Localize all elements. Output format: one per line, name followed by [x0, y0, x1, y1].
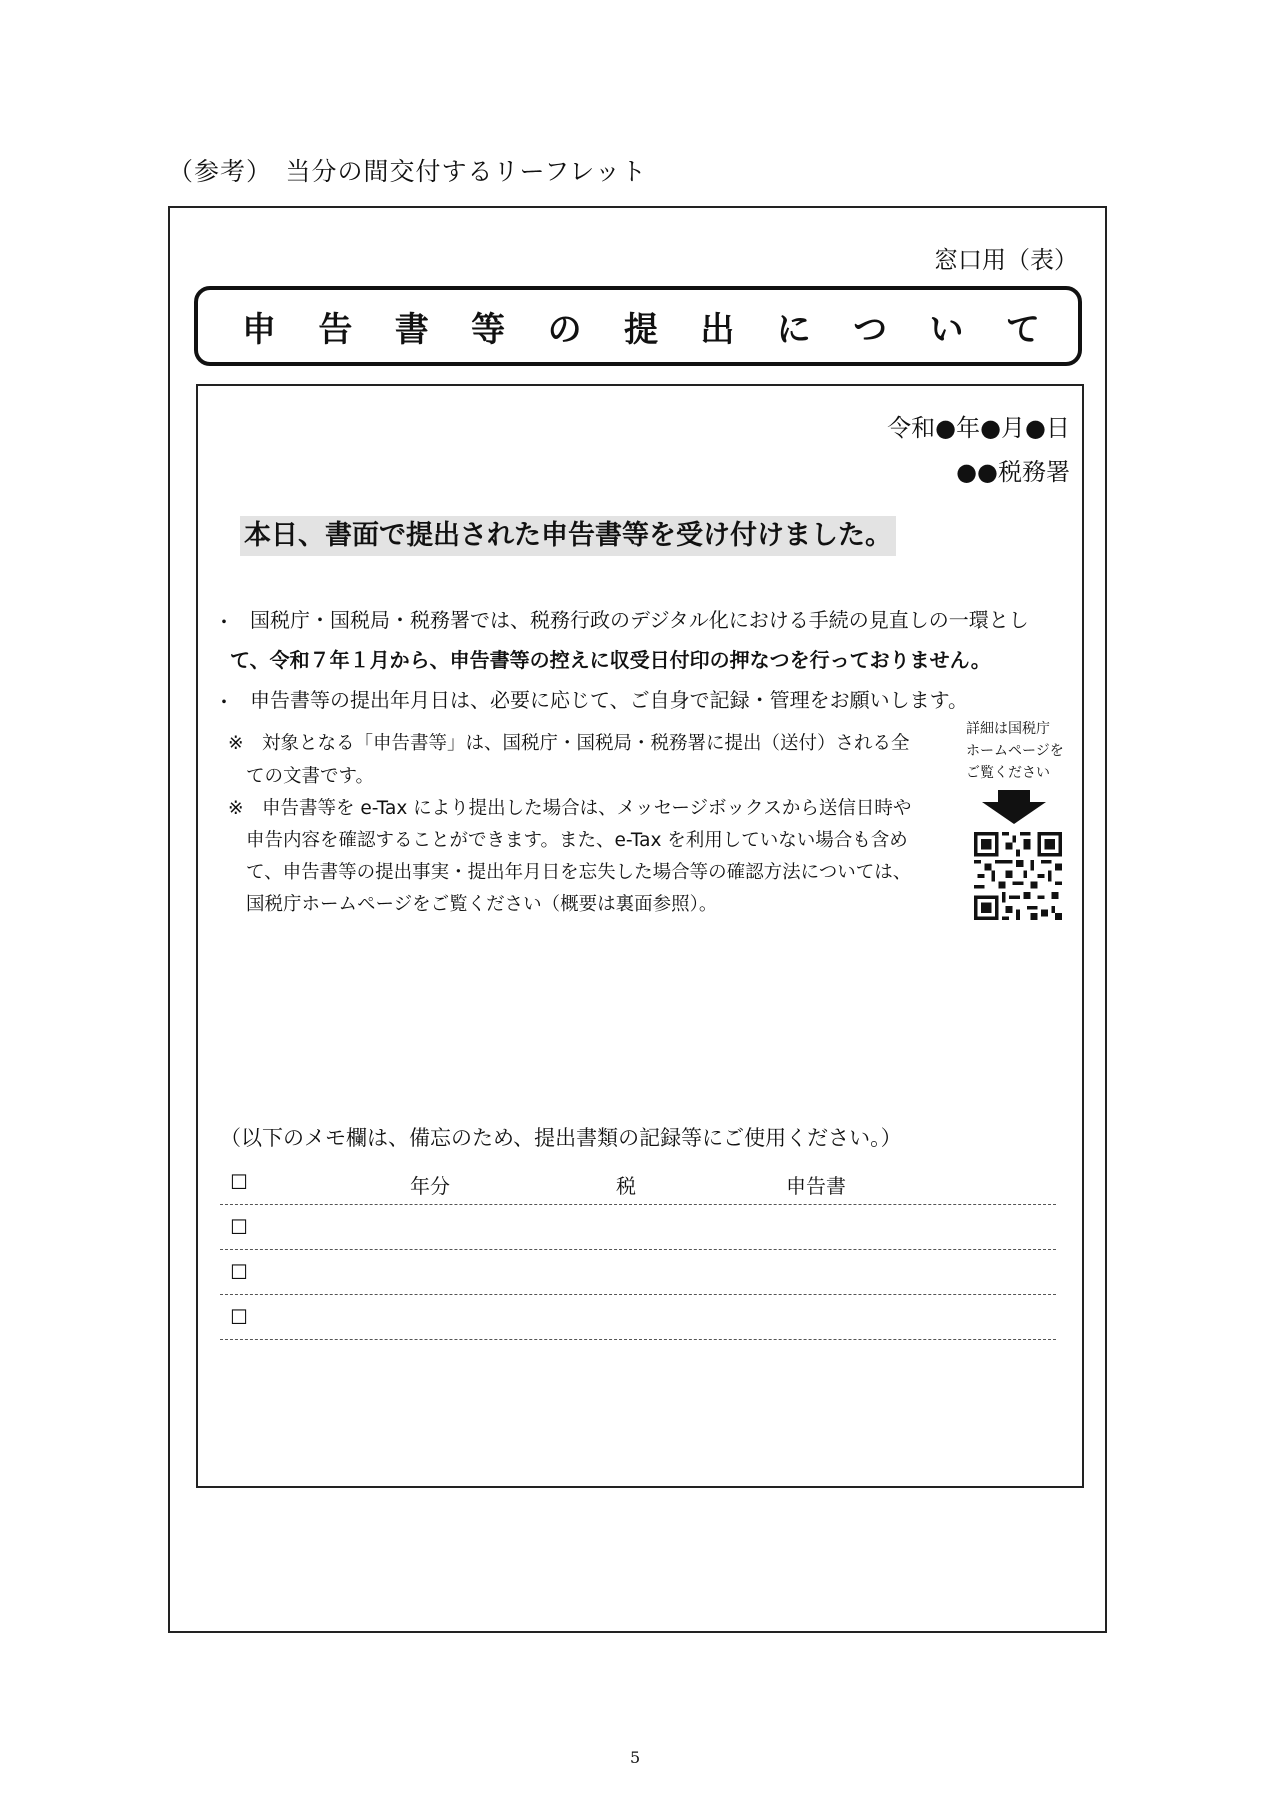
- memo-field-tax: 税: [616, 1174, 636, 1198]
- title-char: い: [929, 309, 964, 350]
- memo-checkbox[interactable]: ☐: [230, 1215, 248, 1239]
- note-2-line-1: ※ 申告書等を e-Tax により提出した場合は、メッセージボックスから送信日時や: [228, 798, 912, 819]
- title-char: て: [1005, 309, 1040, 350]
- leaflet-title: [194, 286, 1082, 366]
- title-char: の: [547, 309, 582, 350]
- headline: 本日、書面で提出された申告書等を受け付けました。: [240, 516, 896, 556]
- paragraph-1-line-1: 国税庁・国税局・税務署では、税務行政のデジタル化における手続の見直しの一環とし: [250, 608, 1029, 632]
- memo-checkbox[interactable]: ☐: [230, 1170, 248, 1194]
- website-hint-line: ホームページを: [966, 743, 1064, 759]
- bullet-mark: ・: [214, 690, 234, 714]
- title-char: に: [776, 309, 811, 350]
- memo-row: [220, 1160, 1056, 1205]
- memo-checkbox[interactable]: ☐: [230, 1305, 248, 1329]
- qr-code-icon[interactable]: [974, 832, 1062, 920]
- title-char: つ: [853, 309, 888, 350]
- memo-field-return: 申告書: [786, 1174, 846, 1198]
- note-1-line-1: ※ 対象となる「申告書等」は、国税庁・国税局・税務署に提出（送付）される全: [228, 733, 910, 754]
- title-char: 申: [242, 309, 276, 350]
- title-char: 書: [394, 309, 429, 350]
- website-hint-line: 詳細は国税庁: [966, 721, 1050, 737]
- title-char: 告: [318, 309, 353, 350]
- window-use-label: 窓口用（表）: [934, 246, 1078, 274]
- note-2-line-2: 申告内容を確認することができます。また、e-Tax を利用していない場合も含め: [246, 830, 908, 851]
- title-char: 出: [700, 309, 735, 350]
- tax-office: ●●税務署: [956, 458, 1070, 486]
- title-char: 等: [471, 309, 506, 350]
- memo-row: [220, 1205, 1056, 1250]
- note-1-line-2: ての文書です。: [246, 766, 375, 787]
- website-hint: [966, 718, 1076, 784]
- note-2-line-3: て、申告書等の提出事実・提出年月日を忘失した場合等の確認方法については、: [246, 862, 912, 883]
- issue-date: 令和●年●月●日: [887, 414, 1070, 442]
- note-2-line-4: 国税庁ホームページをご覧ください（概要は裏面参照）。: [246, 894, 718, 915]
- memo-checkbox[interactable]: ☐: [230, 1260, 248, 1284]
- bullet-mark: ・: [214, 610, 234, 634]
- memo-row: [220, 1295, 1056, 1340]
- page-caption: （参考） 当分の間交付するリーフレット: [168, 157, 648, 186]
- website-hint-line: ご覧ください: [966, 765, 1050, 781]
- memo-row: [220, 1250, 1056, 1295]
- paragraph-1-line-2: て、令和７年１月から、申告書等の控えに収受日付印の押なつを行っておりません。: [230, 648, 991, 672]
- memo-field-year: 年分: [410, 1174, 450, 1198]
- paragraph-2: 申告書等の提出年月日は、必要に応じて、ご自身で記録・管理をお願いします。: [250, 688, 968, 712]
- memo-instructions: （以下のメモ欄は、備忘のため、提出書類の記録等にご使用ください。）: [220, 1126, 902, 1150]
- title-char: 提: [623, 309, 658, 350]
- page-number: 5: [630, 1748, 641, 1767]
- arrow-down-icon: [978, 790, 1050, 824]
